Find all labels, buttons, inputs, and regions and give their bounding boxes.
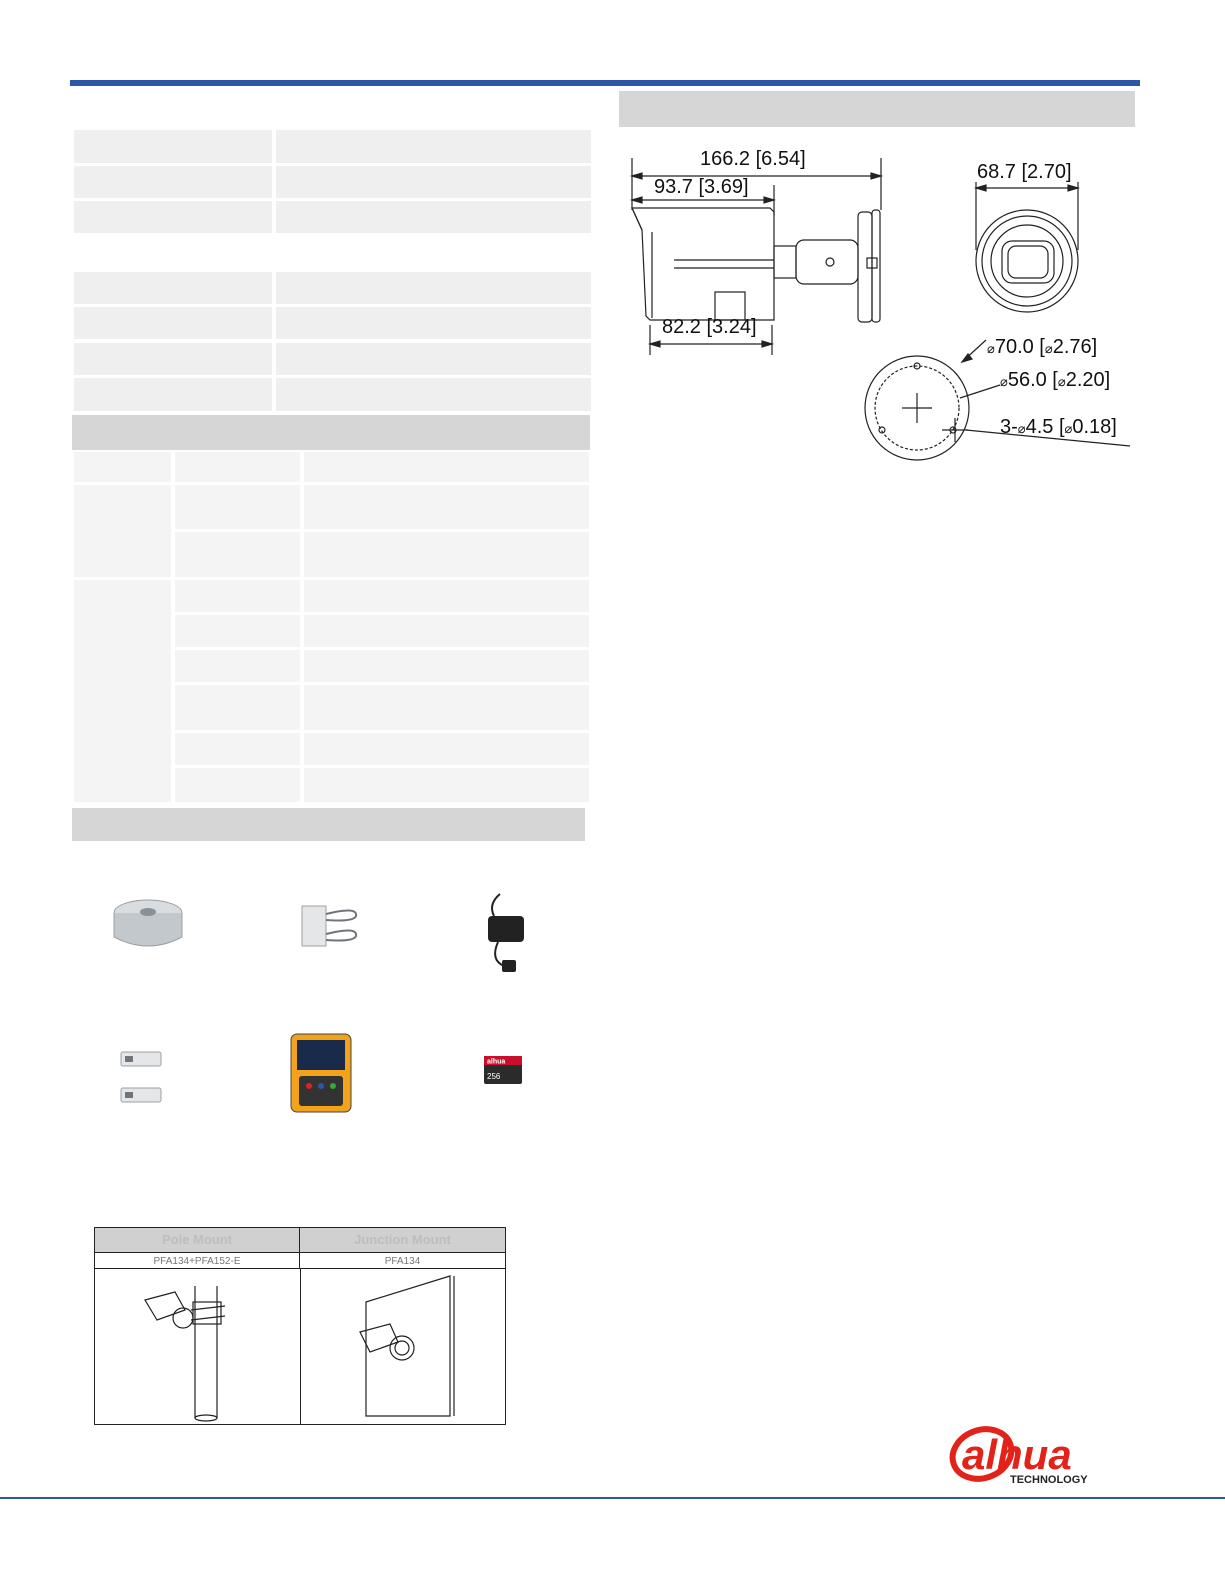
diameter-symbol: ⌀	[1017, 421, 1026, 436]
table-cell	[74, 452, 171, 482]
dim-hole-circle-in: 2.20]	[1065, 369, 1111, 391]
spec-label-cell	[74, 130, 272, 163]
dim-hole-circle-mm: 56.0 [	[1007, 369, 1058, 391]
brand-logo	[948, 1423, 1143, 1493]
table-cell	[175, 615, 300, 647]
diameter-symbol: ⌀	[1057, 374, 1066, 389]
dim-body-length: 82.2 [3.24]	[662, 316, 757, 338]
power-adapter-icon	[480, 890, 532, 982]
table-cell	[304, 532, 589, 577]
balun-icon	[115, 1048, 167, 1110]
dim-base-diameter	[987, 336, 1097, 359]
logo-tagline: TECHNOLOGY	[1010, 1474, 1088, 1486]
diameter-symbol: ⌀	[1064, 421, 1073, 436]
table-cell	[175, 452, 300, 482]
dim-holes-in: 0.18]	[1072, 416, 1117, 438]
spec-label-cell	[74, 378, 272, 411]
dimension-drawing	[620, 140, 1140, 470]
spec-value-cell	[276, 307, 591, 339]
dim-overall-length: 166.2 [6.54]	[700, 148, 806, 170]
table-cell	[304, 650, 589, 682]
spec-label-cell	[74, 307, 272, 339]
diameter-symbol: ⌀	[987, 341, 995, 356]
table-cell	[175, 650, 300, 682]
junction-mount-illustration-icon	[350, 1272, 470, 1420]
spec-value-cell	[276, 272, 591, 304]
footer-rule	[0, 1497, 1225, 1499]
spec-label-cell	[74, 272, 272, 304]
spec-label-cell	[74, 201, 272, 233]
pole-mount-icon	[296, 900, 362, 952]
spec-label-cell	[74, 166, 272, 198]
table-cell	[175, 580, 300, 612]
table-cell	[304, 615, 589, 647]
spec-value-cell	[276, 201, 591, 233]
dim-base-diameter-mm: 70.0 [	[994, 336, 1045, 358]
table-cell	[304, 485, 589, 529]
junction-mount-header: Junction Mount	[300, 1228, 505, 1252]
dim-base-diameter-in: 2.76]	[1052, 336, 1098, 358]
spec-value-cell	[276, 130, 591, 163]
table-cell	[304, 452, 589, 482]
dim-hole-circle	[1000, 369, 1110, 392]
pole-mount-illustration-icon	[135, 1276, 265, 1422]
mount-table	[94, 1227, 506, 1425]
table-cell	[175, 733, 300, 765]
sd-card-capacity: 256	[487, 1072, 501, 1081]
table-cell	[304, 580, 589, 612]
junction-box-icon	[108, 895, 188, 957]
dim-holes	[1000, 416, 1117, 439]
dim-holes-mm: 4.5 [	[1025, 416, 1065, 438]
table-cell	[304, 768, 589, 802]
dim-front-diameter: 68.7 [2.70]	[977, 161, 1072, 183]
diameter-symbol: ⌀	[1000, 374, 1008, 389]
sd-card-icon	[483, 1055, 523, 1085]
dim-holes-prefix: 3-	[1000, 416, 1018, 438]
sd-card-brand: alhua	[487, 1058, 506, 1066]
spec-value-cell	[276, 378, 591, 411]
section-header-bar	[72, 808, 585, 841]
table-cell	[175, 685, 300, 730]
section-header-bar	[72, 415, 590, 450]
tester-icon	[287, 1030, 355, 1116]
table-cell	[175, 485, 300, 529]
logo-wordmark: alhua	[962, 1431, 1072, 1478]
table-cell	[175, 532, 300, 577]
diameter-symbol: ⌀	[1044, 341, 1053, 356]
spec-value-cell	[276, 166, 591, 198]
pole-mount-model: PFA134+PFA152-E	[95, 1252, 300, 1269]
junction-mount-model: PFA134	[300, 1252, 505, 1269]
pole-mount-header: Pole Mount	[95, 1228, 300, 1252]
dim-front-length: 93.7 [3.69]	[654, 176, 749, 198]
spec-label-cell	[74, 343, 272, 375]
section-header-bar	[619, 91, 1135, 127]
table-cell	[74, 485, 171, 577]
table-cell	[304, 685, 589, 730]
spec-value-cell	[276, 343, 591, 375]
column-divider	[300, 1269, 301, 1425]
header-rule	[70, 80, 1140, 86]
table-cell	[74, 580, 171, 802]
table-cell	[304, 733, 589, 765]
table-cell	[175, 768, 300, 802]
